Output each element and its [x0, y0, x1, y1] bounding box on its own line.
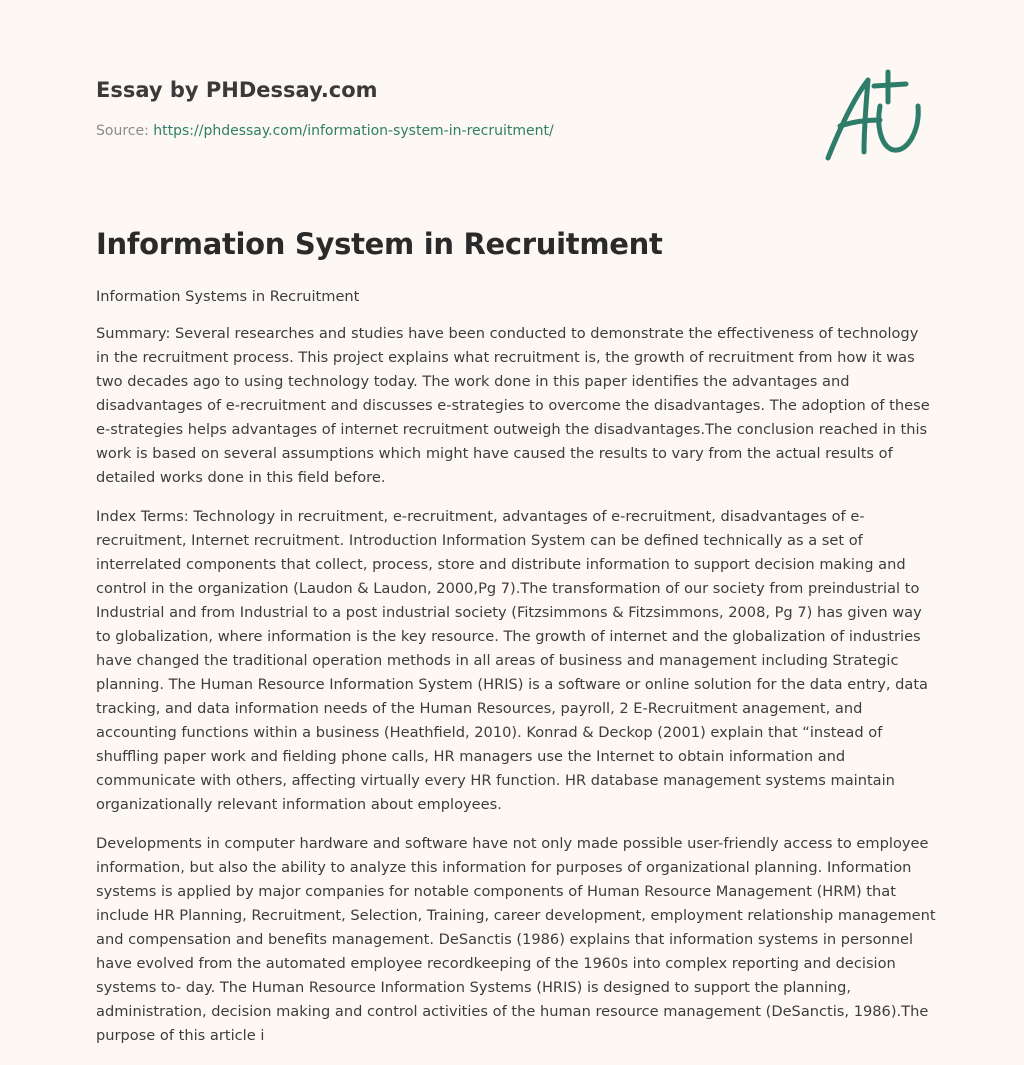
essay-subtitle: Information Systems in Recruitment	[96, 288, 360, 305]
brand-name: Essay by PHDessay.com	[96, 78, 378, 102]
source-link[interactable]: https://phdessay.com/information-system-in-recruitment/	[153, 123, 554, 139]
a-plus-logo-icon	[822, 68, 926, 164]
essay-paragraph: Developments in computer hardware and software have not only made possible user-friendly access to employee information, but also the ability to analyze this information for purposes of organizational planning. Information systems is applied by major companies for notable components of Human Resource Management (HRM) that include HR Planning, Recruitment, Selection, Training, career development, employment relationship management and compensation and benefits management. DeSanctis (1986) explains that information systems in personnel have evolved from the automated employee recordkeeping of the 1960s into complex reporting and decision systems to- day. The Human Resource Information Systems (HRIS) is designed to support the planning, administration, decision making and control activities of the human resource management (DeSanctis, 1986).The purpose of this article i	[96, 835, 936, 1044]
page-title: Information System in Recruitment	[96, 227, 663, 261]
source-line	[96, 122, 796, 140]
source-label: Source:	[96, 123, 154, 139]
essay-paragraph: Index Terms: Technology in recruitment, e-recruitment, advantages of e-recruitment, disadvantages of e-recruitment, Internet recruitment. Introduction Information System can be defined technically as a set of interrelated components that collect, process, store and distribute information to support decision making and control in the organization (Laudon & Laudon, 2000,Pg 7).The transformation of our society from preindustrial to Industrial and from Industrial to a post industrial society (Fitzsimmons & Fitzsimmons, 2008, Pg 7) has given way to globalization, where information is the key resource. The growth of internet and the globalization of industries have changed the traditional operation methods in all areas of business and management including Strategic planning. The Human Resource Information System (HRIS) is a software or online solution for the data entry, data tracking, and data information needs of the Human Resources, payroll, 2 E-Recruitment anagement, and accounting functions within a business (Heathfield, 2010). Konrad & Deckop (2001) explain that “instead of shuffling paper work and fielding phone calls, HR managers use the Internet to obtain information and communicate with others, affecting virtually every HR function. HR database management systems maintain organizationally relevant information about employees.	[96, 508, 928, 813]
essay-header	[96, 76, 796, 140]
essay-body	[96, 285, 936, 1063]
essay-paragraph: Summary: Several researches and studies have been conducted to demonstrate the effectiveness of technology in the recruitment process. This project explains what recruitment is, the growth of recruitment from how it was two decades ago to using technology today. The work done in this paper identifies the advantages and disadvantages of e-recruitment and discusses e-strategies to overcome the disadvantages. The adoption of these e-strategies helps advantages of internet recruitment outweigh the disadvantages.The conclusion reached in this work is based on several assumptions which might have caused the results to vary from the actual results of detailed works done in this field before.	[96, 325, 930, 486]
